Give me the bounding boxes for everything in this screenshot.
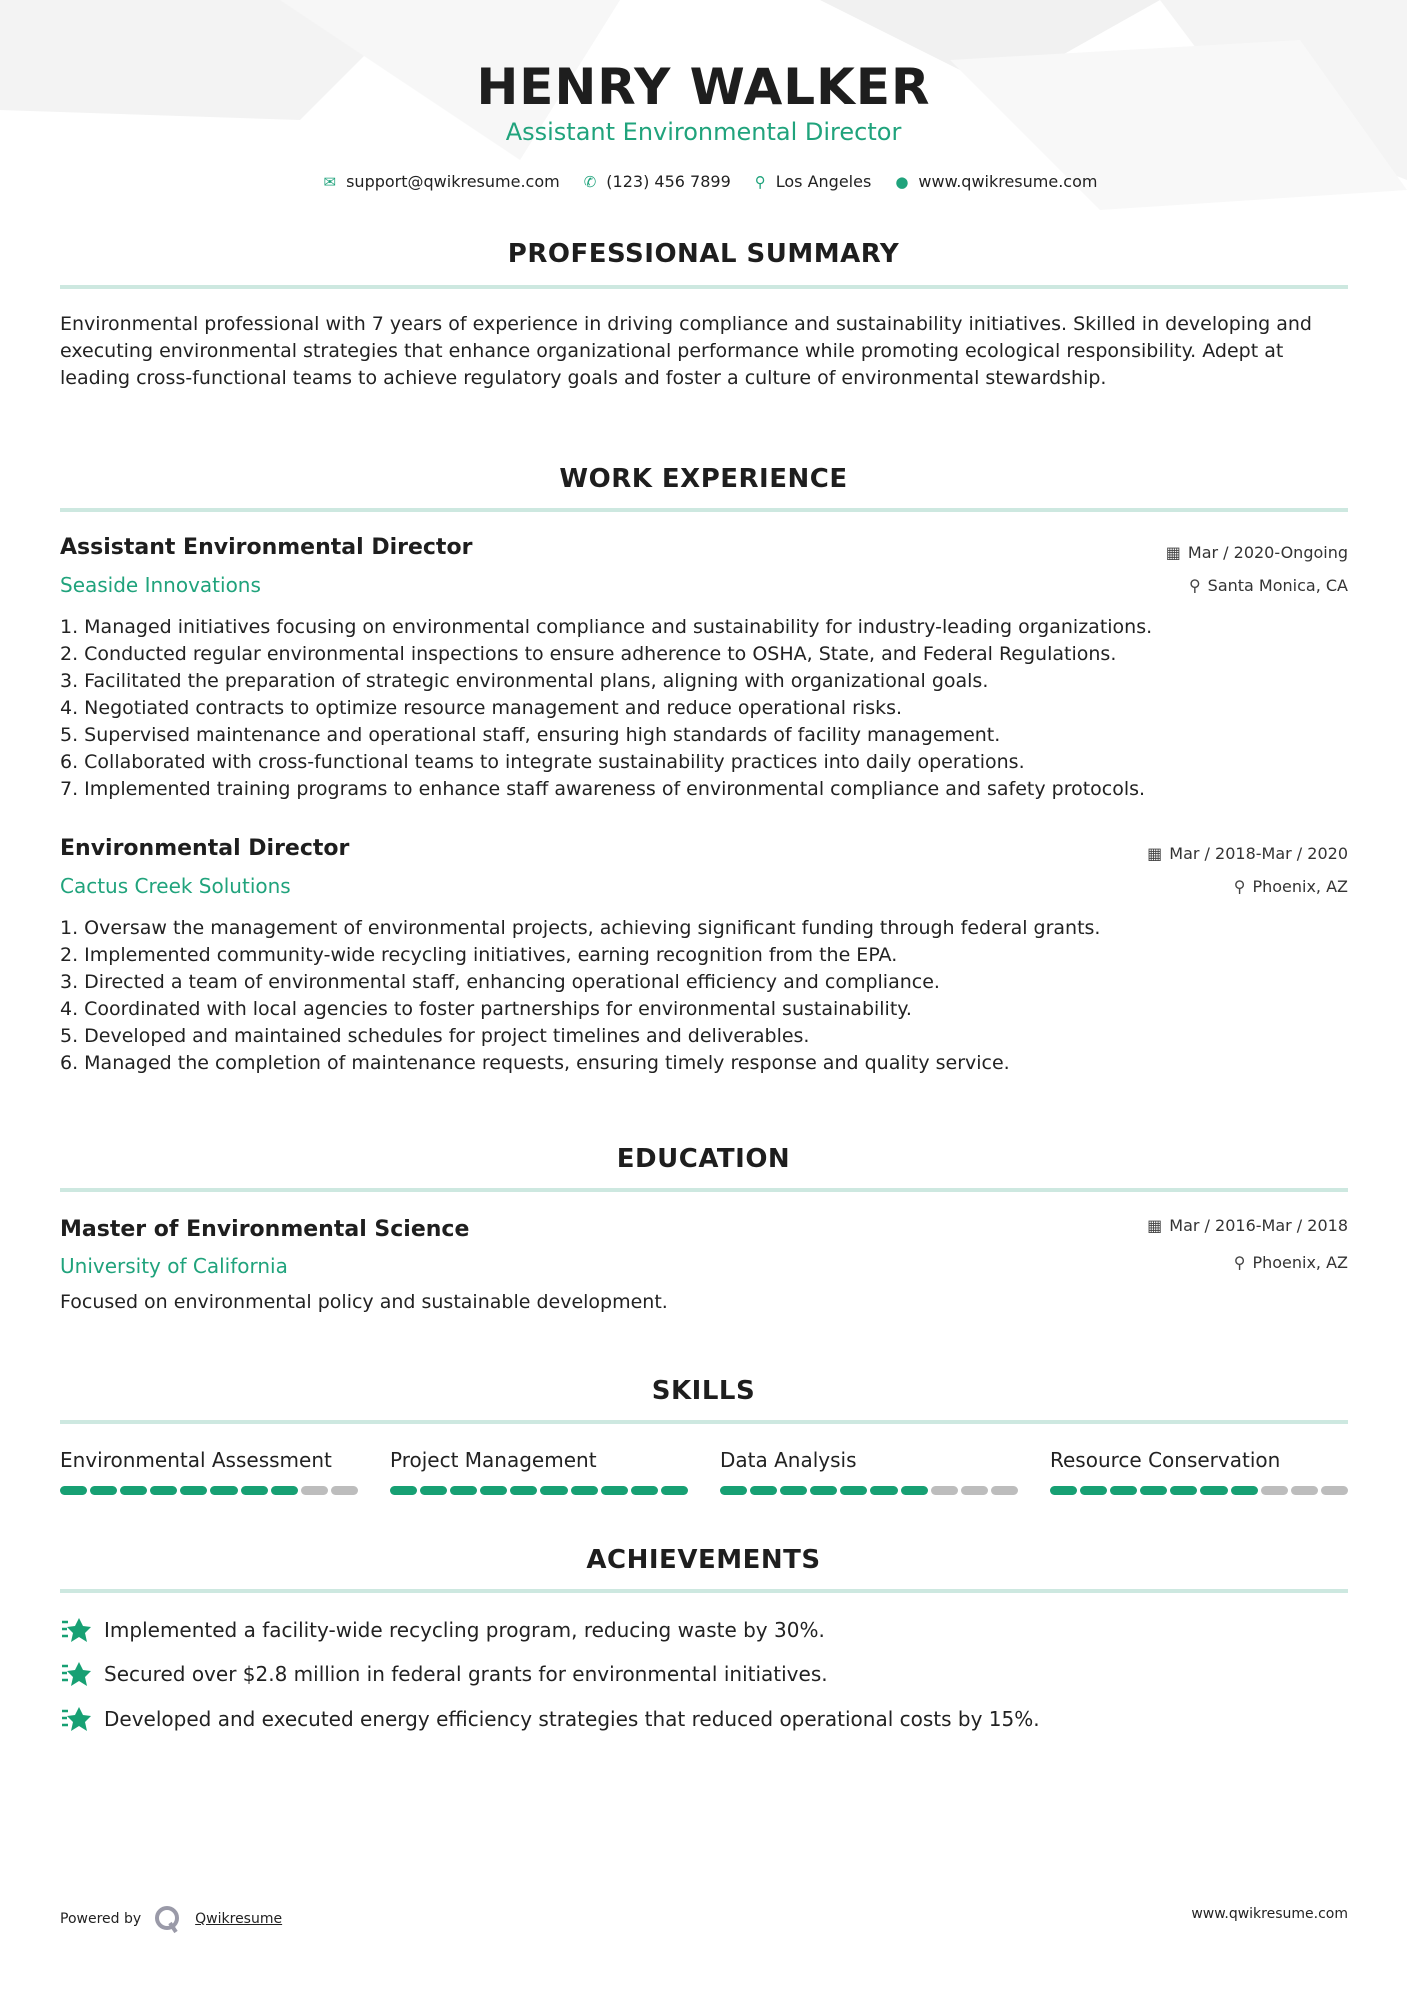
skill-level-bar: [1050, 1486, 1348, 1495]
achievement-text: Secured over $2.8 million in federal grants for environmental initiatives.: [104, 1662, 828, 1686]
footer-powered-by: [60, 1904, 282, 1934]
section-divider: [60, 508, 1348, 512]
globe-icon: ●: [895, 172, 909, 191]
list-item: 4. Coordinated with local agencies to foster partnerships for environmental sustainability.: [60, 998, 912, 1020]
skill-segment-filled: [1050, 1486, 1077, 1495]
calendar-icon: ▦: [1147, 844, 1163, 863]
skill-segment-filled: [780, 1486, 807, 1495]
pin-icon: ⚲: [1233, 1253, 1246, 1272]
skill-segment-empty: [961, 1486, 988, 1495]
list-item: 6. Collaborated with cross-functional teams to integrate sustainability practices into daily operations.: [60, 751, 1025, 773]
list-item: 4. Negotiated contracts to optimize resource management and reduce operational risks.: [60, 697, 903, 719]
skill-segment-empty: [331, 1486, 358, 1495]
achievement-item: [60, 1616, 825, 1644]
achievement-item: [60, 1705, 1040, 1733]
skill-segment-filled: [271, 1486, 298, 1495]
qwikresume-logo-icon: [153, 1904, 183, 1934]
job-bullets: [60, 915, 1350, 1077]
skill-segment-filled: [1140, 1486, 1167, 1495]
skill-segment-filled: [60, 1486, 87, 1495]
job-dates: [1166, 543, 1348, 562]
skill-name: Resource Conservation: [1050, 1448, 1281, 1472]
skill-segment-empty: [1261, 1486, 1288, 1495]
achievement-text: Implemented a facility-wide recycling program, reducing waste by 30%.: [104, 1618, 825, 1642]
list-item: 2. Implemented community-wide recycling initiatives, earning recognition from the EPA.: [60, 944, 898, 966]
calendar-icon: ▦: [1147, 1216, 1163, 1235]
skill-segment-filled: [661, 1486, 688, 1495]
pin-icon: ⚲: [1188, 576, 1201, 595]
list-item: 1. Managed initiatives focusing on environmental compliance and sustainability for industry-leading organizations.: [60, 616, 1153, 638]
skill-segment-filled: [750, 1486, 777, 1495]
skill-item: [60, 1448, 358, 1495]
skill-segment-filled: [420, 1486, 447, 1495]
skill-name: Environmental Assessment: [60, 1448, 332, 1472]
job-location: [1234, 877, 1348, 896]
contact-bar: [0, 172, 1407, 191]
section-divider: [60, 1188, 1348, 1192]
skill-segment-filled: [150, 1486, 177, 1495]
candidate-name: HENRY WALKER: [476, 58, 931, 116]
skill-segment-filled: [210, 1486, 237, 1495]
list-item: 3. Directed a team of environmental staff, enhancing operational efficiency and compliance.: [60, 971, 940, 993]
list-item: 5. Developed and maintained schedules for project timelines and deliverables.: [60, 1025, 810, 1047]
school-name: University of California: [60, 1254, 288, 1278]
skill-segment-filled: [450, 1486, 477, 1495]
section-heading-experience: WORK EXPERIENCE: [559, 464, 848, 494]
section-heading-summary: PROFESSIONAL SUMMARY: [507, 239, 900, 269]
education-description: Focused on environmental policy and sustainable development.: [60, 1291, 668, 1313]
summary-text: Environmental professional with 7 years of experience in driving compliance and sustainability initiatives. Skilled in developing and executing environmental strategies that enhance organizational performance while promoting ecological responsibility. Adept at leading cross-functional teams to achieve regulatory goals and foster a culture of environmental stewardship.: [60, 313, 1312, 389]
education-dates: [1147, 1216, 1348, 1235]
achievement-item: [60, 1660, 828, 1688]
skill-segment-filled: [540, 1486, 567, 1495]
job-company: Seaside Innovations: [60, 573, 261, 597]
list-item: 2. Conducted regular environmental inspections to ensure adherence to OSHA, State, and Federal Regulations.: [60, 643, 1117, 665]
skill-segment-empty: [1321, 1486, 1348, 1495]
section-heading-achievements: ACHIEVEMENTS: [586, 1545, 821, 1575]
skill-segment-filled: [1200, 1486, 1227, 1495]
contact-website[interactable]: www.qwikresume.com: [918, 172, 1098, 191]
section-heading-skills: SKILLS: [651, 1376, 756, 1406]
skill-item: [390, 1448, 688, 1495]
job-dates: [1147, 844, 1348, 863]
section-divider: [60, 285, 1348, 289]
powered-by-label: Powered by: [60, 1911, 142, 1927]
skill-segment-filled: [870, 1486, 897, 1495]
skill-segment-filled: [510, 1486, 537, 1495]
skill-name: Data Analysis: [720, 1448, 857, 1472]
skill-segment-filled: [810, 1486, 837, 1495]
list-item: 7. Implemented training programs to enhance staff awareness of environmental compliance and safety protocols.: [60, 778, 1146, 800]
job-location-text: Santa Monica, CA: [1207, 576, 1348, 595]
skill-segment-filled: [1170, 1486, 1197, 1495]
education-location-text: Phoenix, AZ: [1252, 1253, 1348, 1272]
job-dates-text: Mar / 2018-Mar / 2020: [1169, 844, 1348, 863]
star-award-icon: [60, 1705, 92, 1733]
skill-segment-filled: [1110, 1486, 1137, 1495]
skill-segment-filled: [241, 1486, 268, 1495]
phone-icon: ✆: [583, 172, 597, 191]
skill-segment-filled: [840, 1486, 867, 1495]
skill-segment-filled: [480, 1486, 507, 1495]
map-pin-icon: ⚲: [754, 172, 766, 191]
footer-website[interactable]: www.qwikresume.com: [1191, 1906, 1348, 1922]
skill-item: [1050, 1448, 1348, 1495]
calendar-icon: ▦: [1165, 543, 1181, 562]
skill-segment-filled: [90, 1486, 117, 1495]
job-title: Environmental Director: [60, 836, 350, 861]
skill-segment-filled: [720, 1486, 747, 1495]
contact-location: Los Angeles: [775, 172, 872, 191]
skill-segment-filled: [631, 1486, 658, 1495]
skill-segment-filled: [901, 1486, 928, 1495]
contact-phone: (123) 456 7899: [606, 172, 731, 191]
envelope-icon: ✉: [323, 172, 337, 191]
skill-segment-filled: [1080, 1486, 1107, 1495]
section-divider: [60, 1589, 1348, 1593]
brand-link[interactable]: Qwikresume: [195, 1911, 283, 1927]
job-dates-text: Mar / 2020-Ongoing: [1187, 543, 1348, 562]
job-title: Assistant Environmental Director: [60, 535, 473, 560]
degree-title: Master of Environmental Science: [60, 1217, 470, 1242]
skill-segment-empty: [301, 1486, 328, 1495]
skill-segment-filled: [1231, 1486, 1258, 1495]
list-item: 3. Facilitated the preparation of strategic environmental plans, aligning with organizational goals.: [60, 670, 989, 692]
skill-item: [720, 1448, 1018, 1495]
list-item: 1. Oversaw the management of environmental projects, achieving significant funding through federal grants.: [60, 917, 1101, 939]
star-award-icon: [60, 1660, 92, 1688]
job-bullets: [60, 614, 1350, 803]
skills-list: [60, 1448, 1348, 1495]
candidate-title: Assistant Environmental Director: [505, 118, 902, 146]
achievement-text: Developed and executed energy efficiency strategies that reduced operational costs by 15%.: [104, 1707, 1040, 1731]
skill-segment-filled: [601, 1486, 628, 1495]
skill-name: Project Management: [390, 1448, 597, 1472]
education-dates-text: Mar / 2016-Mar / 2018: [1169, 1216, 1348, 1235]
list-item: 5. Supervised maintenance and operational staff, ensuring high standards of facility management.: [60, 724, 1001, 746]
contact-email[interactable]: support@qwikresume.com: [346, 172, 560, 191]
skill-segment-empty: [931, 1486, 958, 1495]
skill-level-bar: [390, 1486, 688, 1495]
skill-segment-empty: [1291, 1486, 1318, 1495]
job-location-text: Phoenix, AZ: [1252, 877, 1348, 896]
skill-segment-filled: [120, 1486, 147, 1495]
job-location: [1189, 576, 1348, 595]
skill-segment-filled: [390, 1486, 417, 1495]
skill-segment-filled: [571, 1486, 598, 1495]
skill-level-bar: [60, 1486, 358, 1495]
skill-segment-filled: [180, 1486, 207, 1495]
section-heading-education: EDUCATION: [616, 1144, 791, 1174]
pin-icon: ⚲: [1233, 877, 1246, 896]
job-company: Cactus Creek Solutions: [60, 874, 291, 898]
star-award-icon: [60, 1616, 92, 1644]
list-item: 6. Managed the completion of maintenance requests, ensuring timely response and quality service.: [60, 1052, 1010, 1074]
skill-level-bar: [720, 1486, 1018, 1495]
skill-segment-empty: [991, 1486, 1018, 1495]
education-location: [1234, 1253, 1348, 1272]
section-divider: [60, 1420, 1348, 1424]
